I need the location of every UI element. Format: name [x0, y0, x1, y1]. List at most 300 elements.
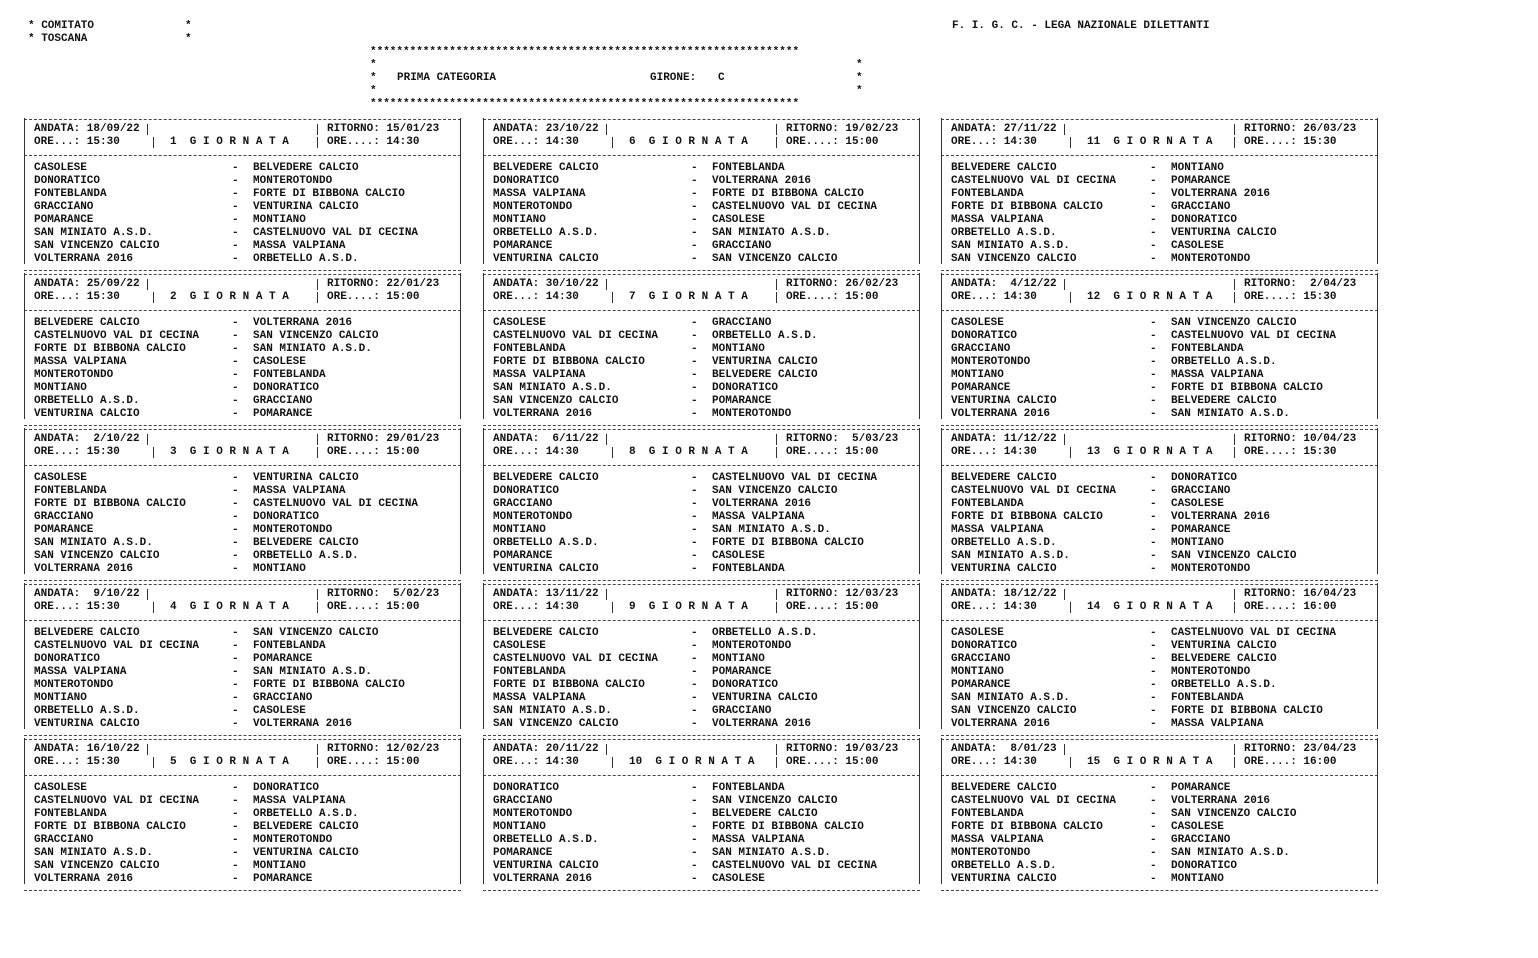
banner-group-label: GIRONE: — [650, 72, 697, 84]
border-right — [919, 428, 920, 574]
away-team: GRACCIANO — [712, 317, 772, 329]
away-team: BELVEDERE CALCIO — [253, 537, 359, 549]
ritorno-time: ORE....: 15:00 — [786, 291, 879, 303]
match-separator: - — [691, 705, 698, 717]
banner-star: * — [370, 59, 377, 71]
home-team: SAN MINIATO A.S.D. — [493, 382, 612, 394]
giornata-label: 5 G I O R N A T A — [170, 756, 289, 768]
home-team: BELVEDERE CALCIO — [493, 472, 599, 484]
away-team: CASTELNUOVO VAL DI CECINA — [712, 201, 878, 213]
border-left — [941, 118, 942, 264]
separator — [1070, 447, 1071, 458]
match-separator: - — [1150, 395, 1157, 407]
match-separator: - — [232, 188, 239, 200]
rule-mid — [941, 155, 1378, 156]
separator — [776, 602, 777, 613]
rule-mid — [483, 620, 920, 621]
away-team: SAN MINIATO A.S.D. — [253, 343, 372, 355]
home-team: FORTE DI BIBBONA CALCIO — [951, 201, 1103, 213]
border-left — [24, 428, 25, 574]
match-separator: - — [232, 537, 239, 549]
match-separator: - — [232, 679, 239, 691]
home-team: SAN VINCENZO CALCIO — [34, 860, 160, 872]
ritorno-time: ORE....: 15:00 — [327, 291, 420, 303]
home-team: POMARANCE — [34, 524, 94, 536]
match-separator: - — [232, 240, 239, 252]
home-team: MASSA VALPIANA — [34, 356, 127, 368]
separator — [317, 292, 318, 303]
border-right — [460, 273, 461, 419]
match-separator: - — [1150, 343, 1157, 355]
andata-date: ANDATA: 16/10/22 — [34, 743, 140, 755]
home-team: FONTEBLANDA — [951, 188, 1024, 200]
andata-date: ANDATA: 23/10/22 — [493, 123, 599, 135]
banner-stars-bottom: ***************************************************************** — [370, 98, 800, 110]
rule-mid — [483, 775, 920, 776]
away-team: DONORATICO — [253, 782, 320, 794]
border-right — [919, 118, 920, 264]
match-separator: - — [232, 718, 239, 730]
away-team: DONORATICO — [253, 511, 320, 523]
separator — [612, 757, 613, 768]
rule-top — [24, 119, 461, 120]
separator — [776, 279, 777, 290]
ritorno-date: RITORNO: 19/02/23 — [786, 123, 899, 135]
match-separator: - — [232, 317, 239, 329]
home-team: MASSA VALPIANA — [493, 692, 586, 704]
away-team: SAN MINIATO A.S.D. — [1171, 847, 1290, 859]
away-team: FONTEBLANDA — [712, 563, 785, 575]
round-block — [24, 116, 461, 271]
match-separator: - — [691, 395, 698, 407]
away-team: VENTURINA CALCIO — [253, 847, 359, 859]
ritorno-time: ORE....: 15:00 — [786, 601, 879, 613]
rule-mid — [24, 465, 461, 466]
home-team: MONTIANO — [493, 214, 546, 226]
ritorno-time: ORE....: 15:30 — [1244, 136, 1337, 148]
match-separator: - — [1150, 408, 1157, 420]
match-separator: - — [232, 821, 239, 833]
away-team: MONTEROTONDO — [1171, 563, 1251, 575]
away-team: FORTE DI BIBBONA CALCIO — [253, 188, 405, 200]
match-separator: - — [1150, 782, 1157, 794]
separator — [1070, 602, 1071, 613]
separator — [1234, 292, 1235, 303]
away-team: BELVEDERE CALCIO — [1171, 395, 1277, 407]
home-team: CASTELNUOVO VAL DI CECINA — [34, 330, 200, 342]
away-team: MONTEROTONDO — [1171, 666, 1251, 678]
match-separator: - — [232, 705, 239, 717]
border-left — [24, 118, 25, 264]
away-team: ORBETELLO A.S.D. — [253, 808, 359, 820]
away-team: FORTE DI BIBBONA CALCIO — [712, 188, 864, 200]
away-team: CASTELNUOVO VAL DI CECINA — [253, 498, 419, 510]
match-separator: - — [1150, 524, 1157, 536]
match-separator: - — [691, 343, 698, 355]
separator — [153, 602, 154, 613]
away-team: POMARANCE — [253, 653, 313, 665]
separator — [776, 757, 777, 768]
away-team: VOLTERRANA 2016 — [1171, 511, 1271, 523]
match-separator: - — [232, 175, 239, 187]
match-separator: - — [691, 692, 698, 704]
andata-date: ANDATA: 30/10/22 — [493, 278, 599, 290]
away-team: GRACCIANO — [1171, 201, 1231, 213]
home-team: CASTELNUOVO VAL DI CECINA — [34, 795, 200, 807]
home-team: BELVEDERE CALCIO — [34, 317, 140, 329]
match-separator: - — [232, 808, 239, 820]
match-separator: - — [691, 253, 698, 265]
home-team: CASOLESE — [493, 640, 546, 652]
rule-top — [24, 584, 461, 585]
border-left — [483, 738, 484, 884]
match-separator: - — [232, 472, 239, 484]
separator — [1234, 124, 1235, 135]
ritorno-time: ORE....: 14:30 — [327, 136, 420, 148]
rule-top — [24, 274, 461, 275]
away-team: FORTE DI BIBBONA CALCIO — [712, 537, 864, 549]
match-separator: - — [232, 395, 239, 407]
home-team: VENTURINA CALCIO — [34, 718, 140, 730]
away-team: DONORATICO — [1171, 214, 1238, 226]
home-team: VENTURINA CALCIO — [493, 253, 599, 265]
home-team: CASOLESE — [34, 472, 87, 484]
match-separator: - — [1150, 834, 1157, 846]
rule-mid — [941, 310, 1378, 311]
home-team: VOLTERRANA 2016 — [951, 718, 1051, 730]
home-team: SAN MINIATO A.S.D. — [34, 227, 153, 239]
separator — [1064, 279, 1065, 290]
home-team: DONORATICO — [493, 782, 560, 794]
match-separator: - — [1150, 356, 1157, 368]
match-separator: - — [691, 718, 698, 730]
match-separator: - — [232, 640, 239, 652]
home-team: VOLTERRANA 2016 — [34, 253, 134, 265]
away-team: ORBETELLO A.S.D. — [712, 330, 818, 342]
match-separator: - — [1150, 653, 1157, 665]
home-team: VOLTERRANA 2016 — [34, 563, 134, 575]
home-team: CASOLESE — [34, 162, 87, 174]
home-team: FONTEBLANDA — [34, 485, 107, 497]
away-team: ORBETELLO A.S.D. — [1171, 679, 1277, 691]
home-team: MONTEROTONDO — [493, 511, 573, 523]
home-team: VOLTERRANA 2016 — [493, 873, 593, 885]
home-team: MONTEROTONDO — [493, 808, 573, 820]
away-team: MONTIANO — [712, 653, 765, 665]
home-team: POMARANCE — [951, 679, 1011, 691]
border-left — [941, 428, 942, 574]
andata-date: ANDATA: 4/12/22 — [951, 278, 1057, 290]
ritorno-time: ORE....: 15:30 — [1244, 446, 1337, 458]
home-team: SAN VINCENZO CALCIO — [34, 550, 160, 562]
home-team: GRACCIANO — [493, 498, 553, 510]
andata-time: ORE...: 14:30 — [951, 136, 1037, 148]
andata-date: ANDATA: 18/12/22 — [951, 588, 1057, 600]
match-separator: - — [1150, 201, 1157, 213]
match-separator: - — [1150, 330, 1157, 342]
ritorno-time: ORE....: 15:00 — [327, 601, 420, 613]
away-team: BELVEDERE CALCIO — [712, 369, 818, 381]
match-separator: - — [691, 240, 698, 252]
match-separator: - — [691, 795, 698, 807]
away-team: MONTIANO — [712, 343, 765, 355]
home-team: VOLTERRANA 2016 — [493, 408, 593, 420]
ritorno-date: RITORNO: 29/01/23 — [327, 433, 440, 445]
andata-time: ORE...: 14:30 — [951, 291, 1037, 303]
separator — [776, 447, 777, 458]
match-separator: - — [691, 162, 698, 174]
away-team: GRACCIANO — [253, 395, 313, 407]
border-left — [483, 118, 484, 264]
away-team: VENTURINA CALCIO — [712, 692, 818, 704]
home-team: DONORATICO — [34, 653, 101, 665]
away-team: MASSA VALPIANA — [253, 795, 346, 807]
home-team: CASOLESE — [951, 627, 1004, 639]
andata-time: ORE...: 15:30 — [34, 291, 120, 303]
match-separator: - — [1150, 485, 1157, 497]
away-team: FORTE DI BIBBONA CALCIO — [712, 821, 864, 833]
match-separator: - — [1150, 563, 1157, 575]
rule-top — [941, 274, 1378, 275]
away-team: MONTIANO — [253, 860, 306, 872]
away-team: SAN VINCENZO CALCIO — [1171, 550, 1297, 562]
away-team: BELVEDERE CALCIO — [1171, 653, 1277, 665]
separator — [317, 137, 318, 148]
home-team: ORBETELLO A.S.D. — [34, 395, 140, 407]
away-team: MASSA VALPIANA — [712, 834, 805, 846]
andata-date: ANDATA: 27/11/22 — [951, 123, 1057, 135]
away-team: MONTEROTONDO — [712, 408, 792, 420]
separator — [317, 589, 318, 600]
home-team: MONTIANO — [34, 692, 87, 704]
separator — [1064, 434, 1065, 445]
separator — [317, 744, 318, 755]
andata-date: ANDATA: 25/09/22 — [34, 278, 140, 290]
away-team: FONTEBLANDA — [712, 782, 785, 794]
home-team: SAN MINIATO A.S.D. — [951, 550, 1070, 562]
giornata-label: 14 G I O R N A T A — [1087, 601, 1213, 613]
away-team: VENTURINA CALCIO — [253, 472, 359, 484]
giornata-label: 9 G I O R N A T A — [629, 601, 748, 613]
match-separator: - — [691, 188, 698, 200]
home-team: ORBETELLO A.S.D. — [34, 705, 140, 717]
away-team: CASOLESE — [1171, 498, 1224, 510]
match-separator: - — [1150, 808, 1157, 820]
match-separator: - — [691, 627, 698, 639]
home-team: POMARANCE — [493, 240, 553, 252]
giornata-label: 10 G I O R N A T A — [629, 756, 755, 768]
match-separator: - — [691, 214, 698, 226]
away-team: POMARANCE — [712, 395, 772, 407]
away-team: CASTELNUOVO VAL DI CECINA — [1171, 627, 1337, 639]
home-team: MONTIANO — [951, 369, 1004, 381]
banner-star: * — [370, 72, 377, 84]
border-right — [1377, 428, 1378, 574]
separator — [147, 434, 148, 445]
giornata-label: 3 G I O R N A T A — [170, 446, 289, 458]
home-team: ORBETELLO A.S.D. — [951, 537, 1057, 549]
border-left — [941, 583, 942, 729]
match-separator: - — [691, 640, 698, 652]
away-team: FORTE DI BIBBONA CALCIO — [1171, 382, 1323, 394]
giornata-label: 11 G I O R N A T A — [1087, 136, 1213, 148]
away-team: SAN VINCENZO CALCIO — [712, 485, 838, 497]
separator — [612, 602, 613, 613]
home-team: BELVEDERE CALCIO — [493, 162, 599, 174]
home-team: GRACCIANO — [951, 343, 1011, 355]
round-block — [24, 581, 461, 736]
home-team: ORBETELLO A.S.D. — [951, 227, 1057, 239]
match-separator: - — [1150, 666, 1157, 678]
match-separator: - — [232, 873, 239, 885]
separator — [147, 124, 148, 135]
andata-date: ANDATA: 6/11/22 — [493, 433, 599, 445]
home-team: DONORATICO — [951, 330, 1018, 342]
match-separator: - — [691, 524, 698, 536]
away-team: SAN MINIATO A.S.D. — [1171, 408, 1290, 420]
away-team: FONTEBLANDA — [1171, 692, 1244, 704]
away-team: CASOLESE — [712, 873, 765, 885]
andata-time: ORE...: 15:30 — [34, 446, 120, 458]
separator — [606, 124, 607, 135]
away-team: POMARANCE — [253, 873, 313, 885]
rule-bottom — [941, 890, 1378, 891]
border-left — [941, 273, 942, 419]
andata-date: ANDATA: 13/11/22 — [493, 588, 599, 600]
home-team: MONTEROTONDO — [34, 679, 114, 691]
header-star: * — [185, 20, 192, 32]
home-team: CASTELNUOVO VAL DI CECINA — [493, 330, 659, 342]
home-team: MONTIANO — [951, 666, 1004, 678]
match-separator: - — [1150, 821, 1157, 833]
border-right — [919, 273, 920, 419]
match-separator: - — [232, 524, 239, 536]
home-team: VOLTERRANA 2016 — [951, 408, 1051, 420]
match-separator: - — [232, 227, 239, 239]
separator — [1070, 757, 1071, 768]
ritorno-date: RITORNO: 12/02/23 — [327, 743, 440, 755]
away-team: SAN VINCENZO CALCIO — [712, 253, 838, 265]
home-team: MONTIANO — [34, 382, 87, 394]
banner-star: * — [856, 59, 863, 71]
home-team: MONTEROTONDO — [34, 369, 114, 381]
home-team: SAN VINCENZO CALCIO — [951, 253, 1077, 265]
match-separator: - — [691, 511, 698, 523]
border-left — [24, 273, 25, 419]
ritorno-date: RITORNO: 16/04/23 — [1244, 588, 1357, 600]
home-team: ORBETELLO A.S.D. — [493, 834, 599, 846]
match-separator: - — [232, 847, 239, 859]
ritorno-date: RITORNO: 22/01/23 — [327, 278, 440, 290]
home-team: CASTELNUOVO VAL DI CECINA — [951, 485, 1117, 497]
home-team: ORBETELLO A.S.D. — [493, 537, 599, 549]
home-team: POMARANCE — [493, 847, 553, 859]
match-separator: - — [232, 692, 239, 704]
giornata-label: 8 G I O R N A T A — [629, 446, 748, 458]
away-team: MONTEROTONDO — [712, 640, 792, 652]
match-separator: - — [691, 808, 698, 820]
match-separator: - — [691, 860, 698, 872]
away-team: ORBETELLO A.S.D. — [253, 253, 359, 265]
home-team: MONTEROTONDO — [493, 201, 573, 213]
border-right — [919, 583, 920, 729]
separator — [776, 137, 777, 148]
home-team: CASOLESE — [493, 317, 546, 329]
separator — [606, 279, 607, 290]
separator — [317, 757, 318, 768]
round-block — [24, 736, 461, 891]
match-separator: - — [1150, 692, 1157, 704]
rule-top — [941, 429, 1378, 430]
match-separator: - — [232, 627, 239, 639]
away-team: MONTEROTONDO — [1171, 253, 1251, 265]
match-separator: - — [1150, 795, 1157, 807]
match-separator: - — [691, 563, 698, 575]
away-team: CASOLESE — [253, 705, 306, 717]
round-block — [24, 426, 461, 581]
home-team: VENTURINA CALCIO — [951, 563, 1057, 575]
separator — [147, 744, 148, 755]
separator — [776, 589, 777, 600]
rule-top — [941, 119, 1378, 120]
match-separator: - — [1150, 188, 1157, 200]
separator — [1064, 589, 1065, 600]
home-team: POMARANCE — [34, 214, 94, 226]
home-team: CASTELNUOVO VAL DI CECINA — [34, 640, 200, 652]
home-team: FORTE DI BIBBONA CALCIO — [493, 356, 645, 368]
andata-time: ORE...: 14:30 — [951, 601, 1037, 613]
home-team: DONORATICO — [951, 640, 1018, 652]
away-team: SAN MINIATO A.S.D. — [712, 227, 831, 239]
home-team: GRACCIANO — [493, 795, 553, 807]
home-team: SAN MINIATO A.S.D. — [951, 692, 1070, 704]
border-right — [460, 118, 461, 264]
separator — [317, 447, 318, 458]
separator — [1234, 589, 1235, 600]
match-separator: - — [1150, 227, 1157, 239]
home-team: MONTIANO — [493, 524, 546, 536]
away-team: FORTE DI BIBBONA CALCIO — [253, 679, 405, 691]
match-separator: - — [691, 382, 698, 394]
rule-mid — [24, 775, 461, 776]
match-separator: - — [232, 653, 239, 665]
border-right — [460, 428, 461, 574]
separator — [776, 744, 777, 755]
rule-top — [483, 584, 920, 585]
round-block — [941, 736, 1378, 891]
rule-mid — [483, 155, 920, 156]
away-team: MASSA VALPIANA — [253, 240, 346, 252]
home-team: FONTEBLANDA — [493, 343, 566, 355]
ritorno-time: ORE....: 15:00 — [327, 756, 420, 768]
home-team: SAN MINIATO A.S.D. — [951, 240, 1070, 252]
away-team: MONTIANO — [1171, 162, 1224, 174]
giornata-label: 15 G I O R N A T A — [1087, 756, 1213, 768]
away-team: MONTIANO — [253, 563, 306, 575]
andata-time: ORE...: 15:30 — [34, 136, 120, 148]
home-team: CASOLESE — [34, 782, 87, 794]
away-team: POMARANCE — [1171, 524, 1231, 536]
home-team: SAN VINCENZO CALCIO — [493, 718, 619, 730]
home-team: ORBETELLO A.S.D. — [951, 860, 1057, 872]
ritorno-date: RITORNO: 23/04/23 — [1244, 743, 1357, 755]
home-team: VENTURINA CALCIO — [951, 873, 1057, 885]
separator — [317, 124, 318, 135]
rule-top — [24, 429, 461, 430]
border-left — [24, 738, 25, 884]
away-team: CASOLESE — [253, 356, 306, 368]
match-separator: - — [232, 485, 239, 497]
